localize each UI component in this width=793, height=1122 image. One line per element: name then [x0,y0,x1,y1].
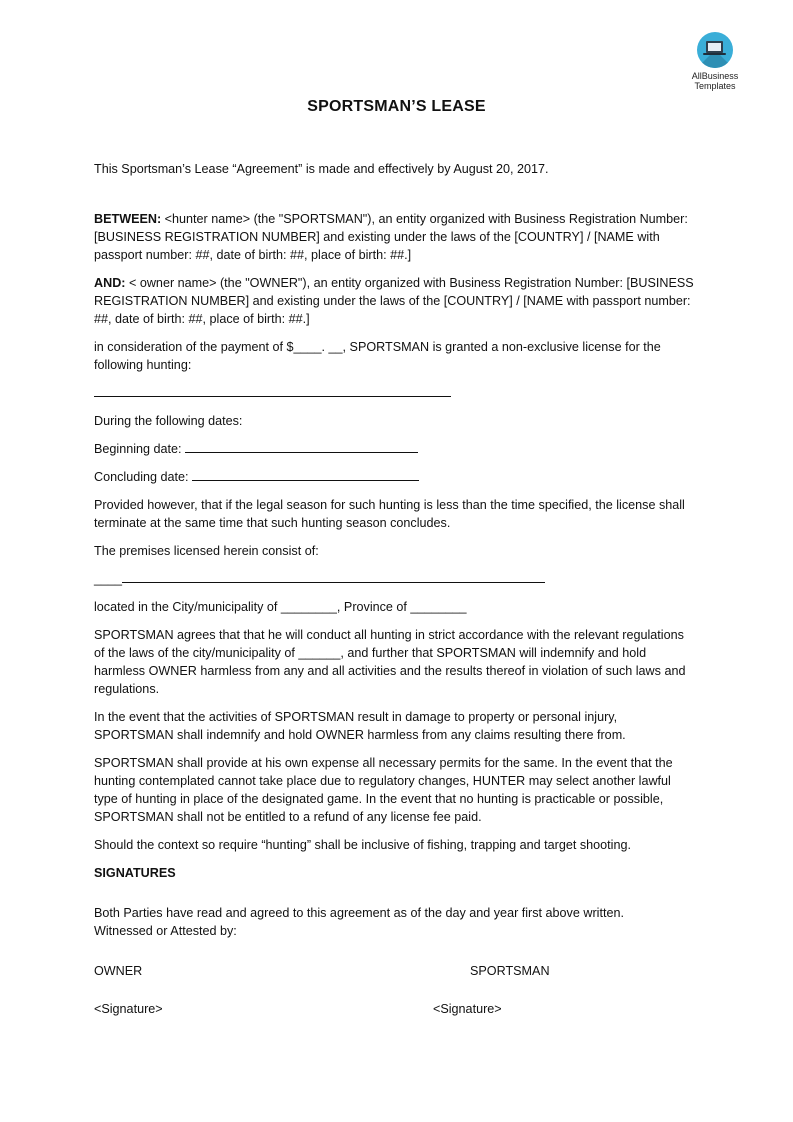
signature-row [94,1000,694,1018]
agreed-paragraph: Both Parties have read and agreed to this agreement as of the day and year first above written. [94,906,624,920]
signatures-heading-text: SIGNATURES [94,866,176,880]
beginning-date-label: Beginning date: [94,442,186,456]
consideration-paragraph: in consideration of the payment of $____. __, SPORTSMAN is granted a non-exclusive license for the following hunting: [94,340,661,372]
agrees-paragraph: SPORTSMAN agrees that that he will conduct all hunting in strict accordance with the relevant regulations of the laws of the city/municipality of ______, and further that SPORTSMAN will indemnify and hold harmless OWNER harmless from any and all activities and the results thereof in violation of such laws and regulations. [94,628,686,696]
between-label: BETWEEN: [94,212,162,226]
between-paragraph [94,210,694,264]
hunting-blank [94,384,451,397]
logo-line2: Templates [694,81,736,91]
hunting-blank-line [94,384,694,402]
sportsman-signature: <Signature> [433,1002,502,1016]
premises-blank [122,570,545,583]
laptop-icon [697,32,733,68]
allbusiness-templates-logo [683,32,747,91]
provided-paragraph: Provided however, that if the legal season for such hunting is less than the time specified, the license shall terminate at the same time that such hunting season concludes. [94,498,685,530]
document-title: SPORTSMAN’S LEASE [307,98,486,115]
damage-paragraph: In the event that the activities of SPORTSMAN result in damage to property or personal injury, SPORTSMAN shall indemnify and hold OWNER harmless from any claims resulting there from. [94,710,626,742]
signatures-heading [94,864,694,882]
and-text: < owner name> (the "OWNER"), an entity organized with Business Registration Number: [BUSINESS REGISTRATION NUMBER] and existing under the laws of the [COUNTRY] / [NAME with passport number: ##, date of birth: ##, place of birth: ##.] [94,276,694,326]
owner-signature: <Signature> [94,1002,163,1016]
owner-label: OWNER [94,964,143,978]
premises-blank-prefix: ____ [94,572,123,586]
witnessed-paragraph: Witnessed or Attested by: [94,924,237,938]
intro-paragraph: This Sportsman’s Lease “Agreement” is made and effectively by August 20, 2017. [94,162,549,176]
logo-line1: AllBusiness [691,71,739,81]
document-body [94,160,694,1018]
concluding-date-label: Concluding date: [94,470,193,484]
concluding-date-blank [192,468,419,481]
premises-blank-line [94,570,694,588]
logo-text [683,71,747,91]
premises-paragraph: The premises licensed herein consist of: [94,544,319,558]
and-label: AND: [94,276,126,290]
permits-paragraph: SPORTSMAN shall provide at his own expense all necessary permits for the same. In the event that the hunting contemplated cannot take place due to regulatory changes, HUNTER may select another lawful type of hunting in place of the designated game. In the event that no hunting is practicable or possible, SPORTSMAN shall not be entitled to a refund of any license fee paid. [94,756,673,824]
concluding-date-row [94,468,694,486]
located-paragraph: located in the City/municipality of ________, Province of ________ [94,600,467,614]
between-text: <hunter name> (the "SPORTSMAN"), an entity organized with Business Registration Number: [BUSINESS REGISTRATION NUMBER] and existing under the laws of the [COUNTRY] / [NAME with passport number: ##, date of birth: ##, place of birth: ##.] [94,212,688,262]
during-paragraph: During the following dates: [94,414,243,428]
beginning-date-row [94,440,694,458]
sportsman-label: SPORTSMAN [470,964,550,978]
and-paragraph [94,274,694,328]
beginning-date-blank [185,440,418,453]
context-paragraph: Should the context so require “hunting” shall be inclusive of fishing, trapping and target shooting. [94,838,631,852]
party-labels-row [94,962,694,980]
